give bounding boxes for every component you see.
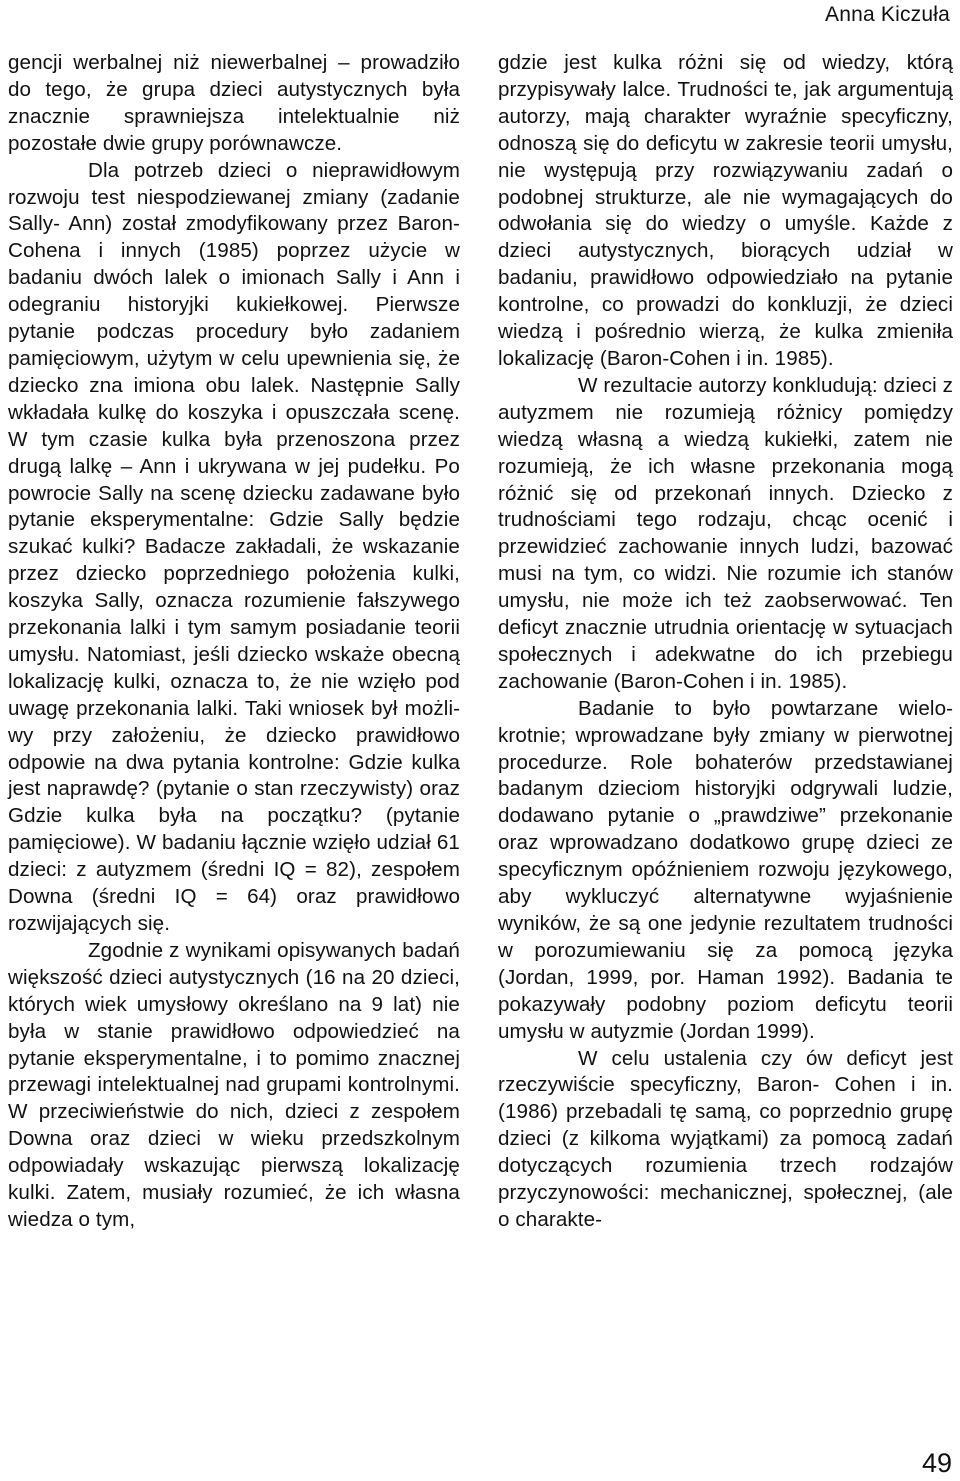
page-number: 49 [921, 1448, 952, 1478]
paragraph: Dla potrzeb dzieci o nieprawidłowym rozwoju test niespodziewanej zmiany (zadanie Sally- Ann) został zmodyfikowany przez Baron-Cohena i innych (1985) poprzez użycie w badaniu dwóch lalek o imionach Sally i Ann i odegraniu historyjki kukiełkowej. Pierwsze pytanie podczas procedury było zadaniem pamięciowym, użytym w celu upewnienia się, że dziecko zna imiona obu lalek. Następnie Sally wkładała kulkę do koszyka i opuszczała scenę. W tym czasie kulka była przenoszona przez drugą lalkę – Ann i ukrywana w jej pudełku. Po powrocie Sally na scenę dziecku zadawane było pytanie eksperymentalne: Gdzie Sally będzie szukać kulki? Badacze zakładali, że wskazanie przez dziecko poprzedniego położenia kulki, koszyka Sally, oznacza rozumienie fałszywego przekonania lalki i tym samym posiadanie teorii umysłu. Natomiast, jeśli dziecko wskaże obecną lokalizację kulki, oznacza to, że nie wzięło pod uwagę przekonania lalki. Taki wniosek był możliwy przy założeniu, że dziecko prawidłowo odpowie na dwa pytania kontrolne: Gdzie kulka jest naprawdę? (pytanie o stan rzeczywisty) oraz Gdzie kulka była na początku? (pytanie pamięciowe). W badaniu łącznie wzięło udział 61 dzieci: z autyzmem (średni IQ = 82), zespołem Downa (średni IQ = 64) oraz prawidłowo rozwijających się. [8, 158, 460, 935]
running-head-author: Anna Kiczuła [825, 3, 950, 26]
left-column [8, 50, 460, 1234]
paragraph: W celu ustalenia czy ów deficyt jest rzeczywiście specyficzny, Baron- Cohen i in. (1986) przebadali tę samą, co poprzednio grupę dzieci (z kilkoma wyjątkami) za pomocą zadań dotyczących rozumienia trzech rodzajów przyczynowości: mechanicznej, społecznej, (ale o charakte- [498, 1046, 953, 1231]
right-column [498, 50, 953, 1234]
paragraph: gencji werbalnej niż niewerbalnej – prowadziło do tego, że grupa dzieci autystycznych była znacznie sprawniejsza intelektualnie niż pozostałe dwie grupy porównawcze. [8, 51, 460, 155]
paragraph: W rezultacie autorzy konkludują: dzieci z autyzmem nie rozumieją różnicy pomiędzy wiedzą własną a wiedzą kukiełki, zatem nie rozumieją, że ich własne przekonania mogą różnić się od przekonań innych. Dziecko z trudnościami tego rodzaju, chcąc ocenić i przewidzieć zachowanie innych ludzi, bazować musi na tym, co widzi. Nie rozumie ich stanów umysłu, nie może ich też zaobserwować. Ten deficyt znacznie utrudnia orientację w sytuacjach społecznych i adekwatne do ich przebiegu zachowanie (Baron-Cohen i in. 1985). [498, 373, 953, 693]
paragraph: Badanie to było powtarzane wielokrotnie; wprowadzane były zmiany w pierwotnej procedurze. Role bohaterów przedstawianej badanym dzieciom historyjki odgrywali ludzie, dodawano pytanie o „prawdziwe” przekonanie oraz wprowadzano dodatkowo grupę dzieci ze specyficznym opóźnieniem rozwoju językowego, aby wykluczyć alternatywne wyjaśnienie wyników, że są one jedynie rezultatem trudności w porozumiewaniu się za pomocą języka (Jordan, 1999, por. Haman 1992). Badania te pokazywały podobny poziom deficytu teorii umysłu w autyzmie (Jordan 1999). [498, 696, 953, 1043]
paragraph: gdzie jest kulka różni się od wiedzy, którą przypisywały lalce. Trudności te, jak argumentują autorzy, mają charakter wyraźnie specyficzny, odnoszą się do deficytu w zakresie teorii umysłu, nie występują przy rozwiązywaniu zadań o podobnej strukturze, ale nie wymagających do odwołania się do wiedzy o umyśle. Każde z dzieci autystycznych, biorących udział w badaniu, prawidłowo odpowiedziało na pytanie kontrolne, co prowadzi do konkluzji, że dzieci wiedzą i pośrednio wierzą, że kulka zmieniła lokalizację (Baron-Cohen i in. 1985). [498, 51, 953, 370]
paragraph: Zgodnie z wynikami opisywanych badań większość dzieci autystycznych (16 na 20 dzieci, których wiek umysłowy określano na 9 lat) nie była w stanie prawidłowo odpowiedzieć na pytanie eksperymentalne, i to pomimo znacznej przewagi intelektualnej nad grupami kontrolnymi. W przeciwieństwie do nich, dzieci z zespołem Downa oraz dzieci w wieku przedszkolnym odpowiadały wskazując pierwszą lokalizację kulki. Zatem, musiały rozumieć, że ich własna wiedza o tym, [8, 938, 460, 1231]
